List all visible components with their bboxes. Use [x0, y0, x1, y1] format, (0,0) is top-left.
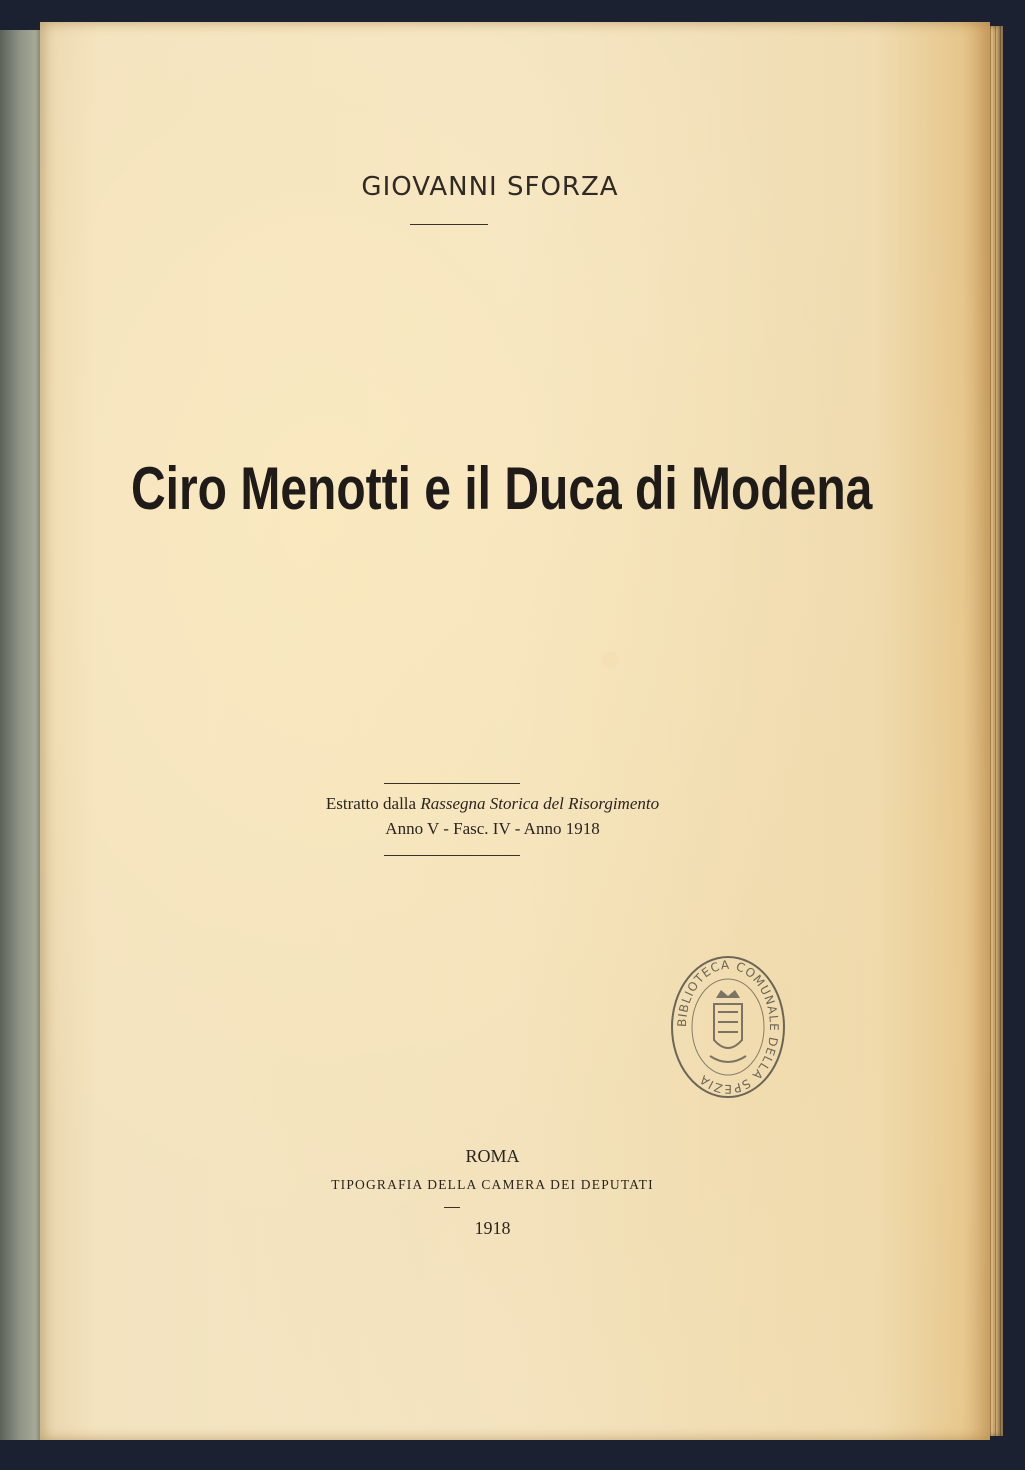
extract-note — [40, 794, 945, 814]
publication-year: 1918 — [474, 1218, 511, 1238]
author-name: GIOVANNI SFORZA — [361, 172, 619, 202]
extract-top-rule — [384, 783, 520, 784]
book-title: Ciro Menotti e il Duca di Modena — [131, 455, 873, 522]
extract-prefix: Estratto dalla — [325, 794, 417, 813]
imprint-rule — [444, 1207, 460, 1208]
printer-name: TIPOGRAFIA DELLA CAMERA DEI DEPUTATI — [331, 1177, 654, 1192]
issue-info: Anno V - Fasc. IV - Anno 1918 — [385, 819, 600, 838]
publication-place: ROMA — [465, 1146, 520, 1166]
stamp-crest-icon — [710, 990, 746, 1062]
extract-bottom-rule — [384, 855, 520, 856]
title-page — [40, 22, 990, 1440]
author-rule — [410, 224, 488, 225]
library-stamp — [666, 952, 790, 1102]
journal-name: Rassegna Storica del Risorgimento — [420, 794, 660, 813]
stamp-text: BIBLIOTECA COMUNALE DELLA SPEZIA — [674, 957, 782, 1097]
